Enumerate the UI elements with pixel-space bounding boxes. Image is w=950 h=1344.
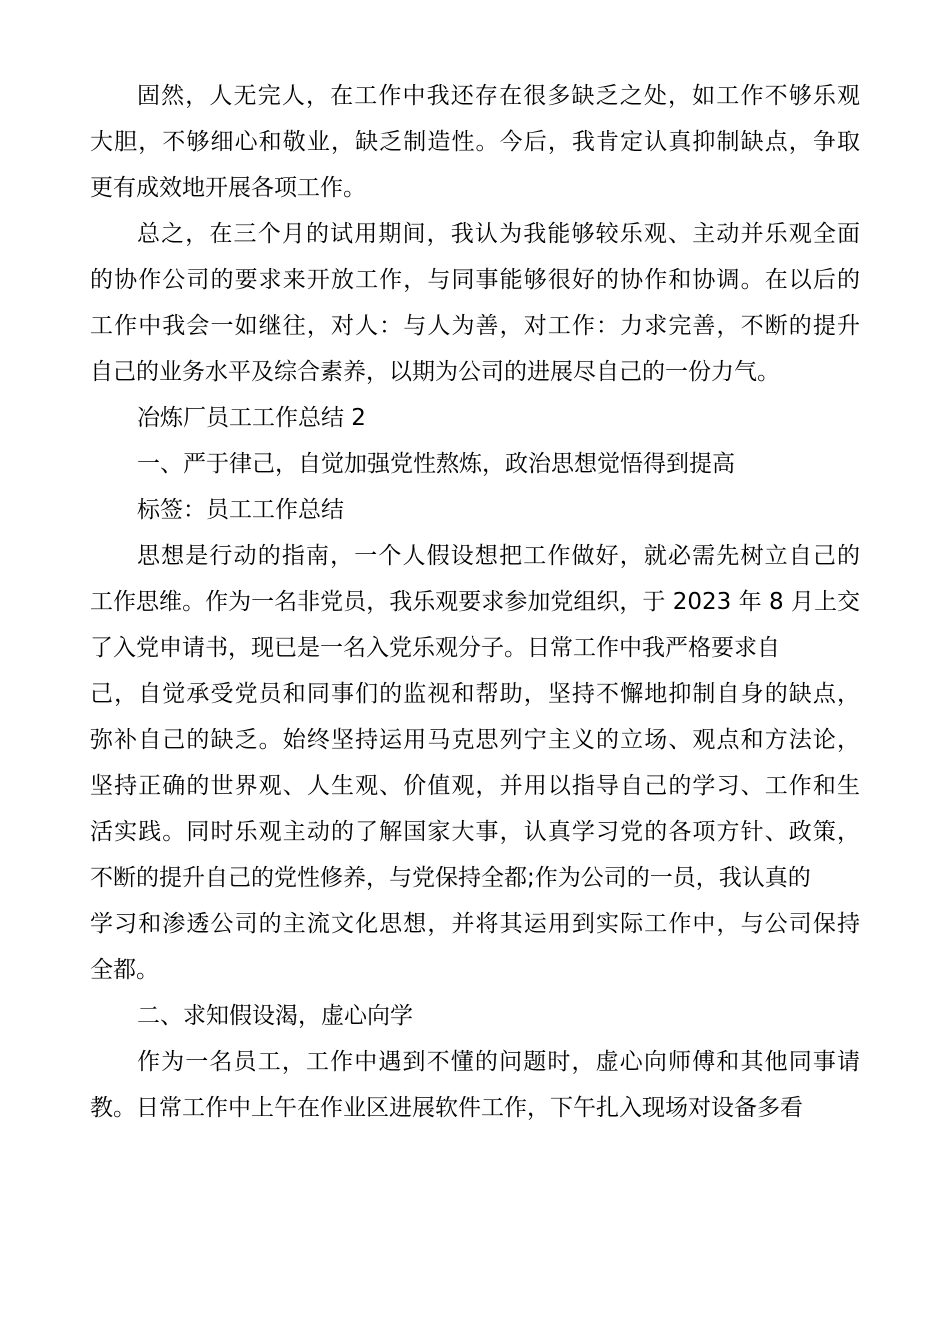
text-line: 了入党申请书，现已是一名入党乐观分子。日常工作中我严格要求自 — [90, 635, 780, 661]
section-heading: 一、严于律己，自觉加强党性熬炼，政治思想觉悟得到提高 — [137, 451, 735, 477]
text-line: 大胆，不够细心和敬业，缺乏制造性。今后，我肯定认真抑制缺点，争取 — [90, 129, 860, 155]
section-heading: 二、求知假设渴，虚心向学 — [137, 1003, 413, 1029]
text-line: 的协作公司的要求来开放工作，与同事能够很好的协作和协调。在以后的 — [90, 267, 860, 293]
text-line: 坚持正确的世界观、人生观、价值观，并用以指导自己的学习、工作和生 — [90, 773, 860, 799]
text-line: 教。日常工作中上午在作业区进展软件工作，下午扎入现场对设备多看 — [90, 1095, 803, 1121]
text-line: 自己的业务水平及综合素养，以期为公司的进展尽自己的一份力气。 — [90, 359, 780, 385]
text-line: 工作中我会一如继往，对人：与人为善，对工作：力求完善，不断的提升 — [90, 313, 860, 339]
text-line: 弥补自己的缺乏。始终坚持运用马克思列宁主义的立场、观点和方法论， — [90, 727, 860, 753]
section-title: 冶炼厂员工工作总结 2 — [137, 405, 366, 431]
text-line: 总之，在三个月的试用期间，我认为我能够较乐观、主动并乐观全面 — [137, 221, 860, 247]
text-line: 学习和渗透公司的主流文化思想，并将其运用到实际工作中，与公司保持 — [90, 911, 860, 937]
text-line: 作为一名员工，工作中遇到不懂的问题时，虚心向师傅和其他同事请 — [137, 1049, 860, 1075]
text-line: 全都。 — [90, 957, 159, 983]
text-line: 不断的提升自己的党性修养，与党保持全都;作为公司的一员，我认真的 — [90, 865, 811, 891]
text-line: 固然，人无完人，在工作中我还存在很多缺乏之处，如工作不够乐观 — [137, 83, 860, 109]
text-line: 更有成效地开展各项工作。 — [90, 175, 366, 201]
text-line: 活实践。同时乐观主动的了解国家大事，认真学习党的各项方针、政策， — [90, 819, 860, 845]
tag-line: 标签：员工工作总结 — [137, 497, 344, 523]
text-line: 工作思维。作为一名非党员，我乐观要求参加党组织，于 2023 年 8 月上交 — [90, 589, 860, 615]
document-body — [90, 73, 860, 1131]
text-line: 己，自觉承受党员和同事们的监视和帮助，坚持不懈地抑制自身的缺点， — [90, 681, 860, 707]
text-line: 思想是行动的指南，一个人假设想把工作做好，就必需先树立自己的 — [137, 543, 860, 569]
